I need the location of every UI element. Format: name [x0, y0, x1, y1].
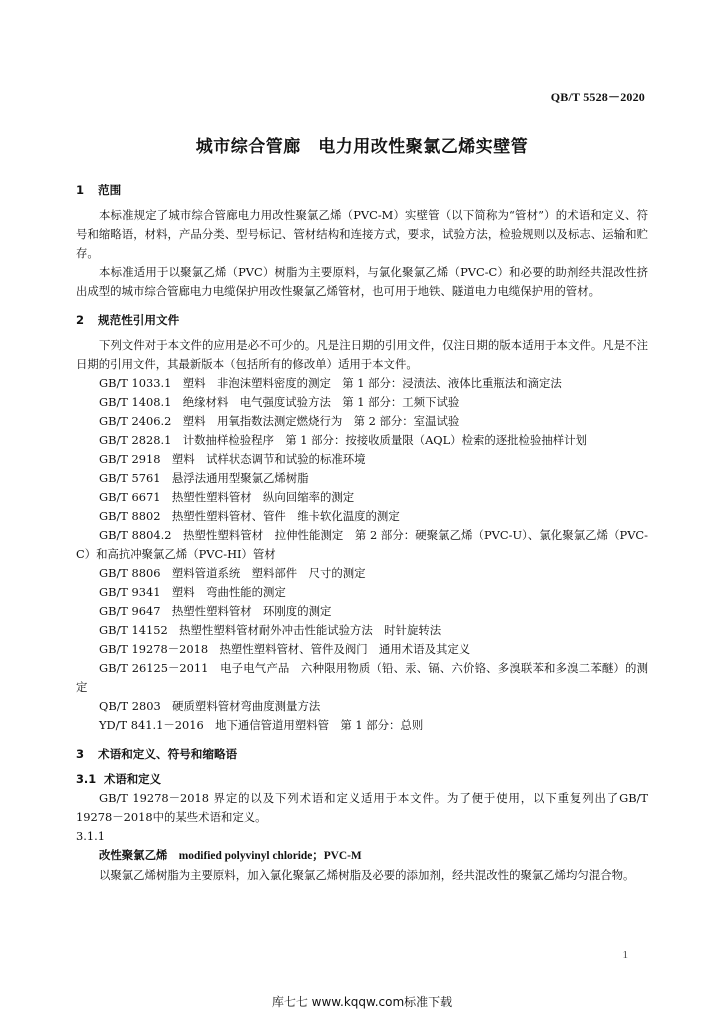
term-chinese: 改性聚氯乙烯: [99, 848, 168, 862]
reference-item: GB/T 9341 塑料 弯曲性能的测定: [99, 585, 286, 599]
section-2-title: 规范性引用文件: [98, 313, 180, 327]
reference-item: GB/T 8806 塑料管道系统 塑料部件 尺寸的测定: [99, 566, 366, 580]
reference-item: GB/T 8802 热塑性塑料管材、管件 维卡软化温度的测定: [99, 509, 400, 523]
document-title: 城市综合管廊 电力用改性聚氯乙烯实壁管: [195, 137, 529, 157]
reference-item: GB/T 1408.1 绝缘材料 电气强度试验方法 第 1 部分：工频下试验: [99, 395, 460, 409]
clause-number: 3.1.1: [76, 829, 105, 843]
watermark-footer: 库七七 www.kqqw.com标准下载: [271, 995, 453, 1009]
subsection-3-1-number: 3.1: [76, 772, 97, 786]
reference-item: GB/T 5761 悬浮法通用型聚氯乙烯树脂: [99, 471, 309, 485]
references-intro: 下列文件对于本文件的应用是必不可少的。凡是注日期的引用文件，仅注日期的版本适用于本文件。凡是不注日期的引用文件，其最新版本（包括所有的修改单）适用于本文件。: [76, 338, 648, 371]
terms-intro: GB/T 19278－2018 界定的以及下列术语和定义适用于本文件。为了便于使用，以下重复列出了GB/T 19278－2018中的某些术语和定义。: [76, 791, 648, 824]
section-2-number: 2: [76, 313, 85, 327]
reference-item: GB/T 2918 塑料 试样状态调节和试验的标准环境: [99, 452, 366, 466]
reference-item: YD/T 841.1－2016 地下通信管道用塑料管 第 1 部分：总则: [99, 718, 424, 732]
section-3-heading: [76, 745, 648, 764]
reference-item: GB/T 6671 热塑性塑料管材 纵向回缩率的测定: [99, 490, 355, 504]
scope-paragraph-2: 本标准适用于以聚氯乙烯（PVC）树脂为主要原料，与氯化聚氯乙烯（PVC-C）和必要的助剂经共混改性挤出成型的城市综合管廊电力电缆保护用改性聚氯乙烯管材，也可用于地铁、隧道电力电缆保护用的管材。: [76, 265, 648, 298]
section-1-heading: [76, 181, 648, 200]
standard-code: QB/T 5528－2020: [550, 90, 645, 104]
document-body: [76, 181, 648, 885]
section-1-title: 范围: [98, 183, 122, 197]
section-3-title: 术语和定义、符号和缩略语: [98, 747, 238, 761]
reference-item: GB/T 8804.2 热塑性塑料管材 拉伸性能测定 第 2 部分：硬聚氯乙烯（PVC-U）、氯化聚氯乙烯（PVC-C）和高抗冲聚氯乙烯（PVC-HI）管材: [76, 528, 648, 561]
section-3-number: 3: [76, 747, 85, 761]
term-definition: 以聚氯乙烯树脂为主要原料，加入氯化聚氯乙烯树脂及必要的添加剂，经共混改性的聚氯乙烯均匀混合物。: [99, 868, 635, 882]
reference-item: GB/T 2828.1 计数抽样检验程序 第 1 部分：按接收质量限（AQL）检索的逐批检验抽样计划: [99, 433, 587, 447]
reference-item: GB/T 14152 热塑性塑料管材耐外冲击性能试验方法 时针旋转法: [99, 623, 442, 637]
term-english: modified polyvinyl chloride；PVC-M: [178, 850, 362, 862]
page-number: 1: [622, 949, 628, 961]
reference-item: GB/T 2406.2 塑料 用氧指数法测定燃烧行为 第 2 部分：室温试验: [99, 414, 460, 428]
reference-item: GB/T 19278－2018 热塑性塑料管材、管件及阀门 通用术语及其定义: [99, 642, 471, 656]
reference-item: QB/T 2803 硬质塑料管材弯曲度测量方法: [99, 699, 321, 713]
reference-item: GB/T 9647 热塑性塑料管材 环刚度的测定: [99, 604, 332, 618]
reference-item: GB/T 26125－2011 电子电气产品 六种限用物质（铅、汞、镉、六价铬、多溴联苯和多溴二苯醚）的测定: [76, 661, 648, 694]
term-heading: [76, 846, 648, 866]
section-1-number: 1: [76, 183, 85, 197]
subsection-3-1-title: 术语和定义: [104, 772, 161, 786]
subsection-3-1-heading: [76, 770, 648, 789]
scope-paragraph-1: 本标准规定了城市综合管廊电力用改性聚氯乙烯（PVC-M）实壁管（以下简称为“管材”）的术语和定义、符号和缩略语，材料，产品分类、型号标记、管材结构和连接方式，要求，试验方法，检验规则以及标志、运输和贮存。: [76, 208, 648, 260]
reference-item: GB/T 1033.1 塑料 非泡沫塑料密度的测定 第 1 部分：浸渍法、液体比重瓶法和滴定法: [99, 376, 562, 390]
section-2-heading: [76, 311, 648, 330]
